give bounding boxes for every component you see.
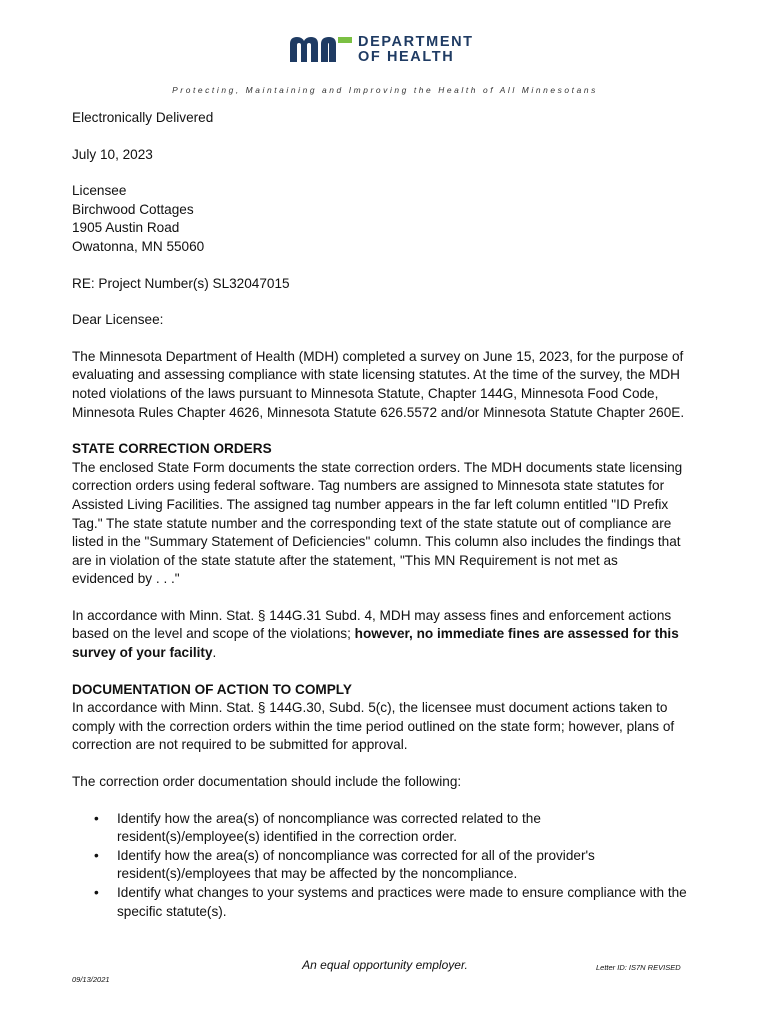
section-heading-documentation: DOCUMENTATION OF ACTION TO COMPLY [72,681,352,697]
text-line: Identify how the area(s) of noncompliance was corrected related to the [117,810,541,826]
text-line: The enclosed State Form documents the state correction orders. The MDH documents state licensing [72,459,683,475]
footer-date: 09/13/2021 [72,975,110,984]
logo-line-2: OF HEALTH [358,48,455,65]
footer-letter-id: Letter ID: IS7N REVISED [596,963,681,972]
text-span: based on the level and scope of the violations; [72,626,355,642]
text-line [72,625,702,644]
text-line: Identify how the area(s) of noncompliance was corrected for all of the provider's [117,847,595,863]
address-line: 1905 Austin Road [72,220,180,236]
text-line: Tag." The state statute number and the corresponding text of the state statute out of compliance are [72,515,672,531]
list-item [94,810,702,847]
bullet-icon: • [94,810,99,826]
list-item [94,884,702,921]
text-line: correction orders using federal software. Tag numbers are assigned to Minnesota state statutes for [72,478,665,494]
footer-eoe: An equal opportunity employer. [302,958,468,972]
requirements-list [72,810,702,922]
bullet-icon: • [94,885,99,900]
address-line: Owatonna, MN 55060 [72,238,205,254]
recipient-address [72,182,702,256]
bullet-icon: • [94,847,99,863]
bold-text: however, no immediate fines are assessed for this [354,626,679,642]
text-line: listed in the "Summary Statement of Deficiencies" column. This column also includes the findings that [72,534,681,550]
text-line: comply with the correction orders within the time period outlined on the state form; however, plans of [72,718,675,734]
text-line: evaluating and assessing compliance with state licensing statutes. At the time of the survey, the MDH [72,367,681,383]
tagline: Protecting, Maintaining and Improving the Health of All Minnesotans [172,85,598,95]
text-line: resident(s)/employee(s) identified in the correction order. [117,829,458,845]
text-line: Assisted Living Facilities. The assigned tag number appears in the far left column entitled "ID Prefix [72,496,669,512]
text-line: Minnesota Rules Chapter 4626, Minnesota Statute 626.5572 and/or Minnesota Statute Chapter 260E. [72,404,685,420]
documentation-intro: The correction order documentation should include the following: [72,774,462,790]
text-line: noted violations of the laws pursuant to Minnesota Statute, Chapter 144G, Minnesota Food Code, [72,385,659,401]
text-line: correction are not required to be submitted for approval. [72,737,408,753]
documentation-paragraph [72,699,702,755]
text-line: The Minnesota Department of Health (MDH) completed a survey on June 15, 2023, for the purpose of [72,348,684,364]
list-item [94,847,702,884]
salutation: Dear Licensee: [72,312,164,328]
letter-body [72,109,702,921]
logo-line-1: DEPARTMENT [358,34,474,50]
text-span: . [212,645,217,661]
re-line: RE: Project Number(s) SL32047015 [72,275,290,291]
correction-orders-paragraph [72,459,702,589]
intro-paragraph [72,348,702,422]
address-line: Birchwood Cottages [72,201,194,217]
text-line: In accordance with Minn. Stat. § 144G.30, Subd. 5(c), the licensee must document actions taken to [72,700,668,716]
letter-date: July 10, 2023 [72,146,153,162]
text-line: are in violation of the state statute after the statement, "This MN Requirement is not met as [72,552,618,568]
text-line: resident(s)/employees that may be affected by the noncompliance. [117,866,518,882]
bold-text: survey of your facility [72,645,213,661]
address-line: Licensee [72,183,127,199]
text-line: evidenced by . . ." [72,571,180,587]
delivery-method: Electronically Delivered [72,110,214,125]
fines-paragraph [72,607,702,663]
text-line: Identify what changes to your systems and practices were made to ensure compliance with the [117,885,687,900]
mdh-logo [290,34,490,68]
mn-logo-icon [290,34,354,64]
text-line: specific statute(s). [117,903,227,919]
text-line: In accordance with Minn. Stat. § 144G.31 Subd. 4, MDH may assess fines and enforcement actions [72,607,672,623]
logo-wordmark [358,35,474,64]
text-line [72,644,702,663]
section-heading-correction-orders: STATE CORRECTION ORDERS [72,441,272,457]
